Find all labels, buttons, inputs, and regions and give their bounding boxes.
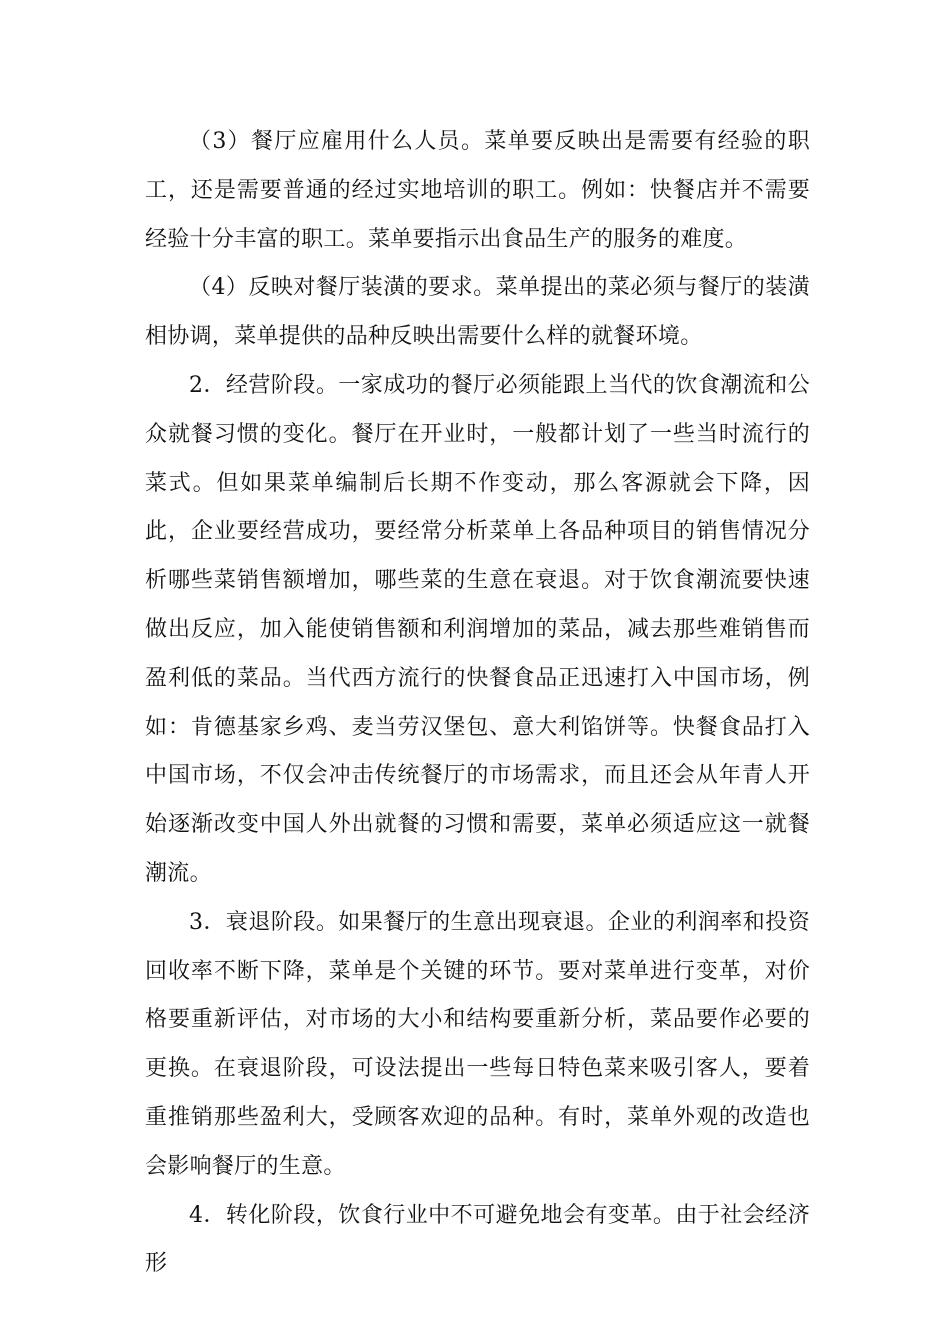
paragraph-staffing: （3）餐厅应雇用什么人员。菜单要反映出是需要有经验的职工，还是需要普通的经过实地培训的职工。例如：快餐店并不需要经验十分丰富的职工。菜单要指示出食品生产的服务的难度。	[145, 129, 810, 252]
paragraph-decoration: （4）反映对餐厅装潢的要求。菜单提出的菜必须与餐厅的装潢相协调，菜单提供的品种反映出需要什么样的就餐环境。	[145, 275, 810, 350]
paragraph-operation-stage: 2．经营阶段。一家成功的餐厅必须能跟上当代的饮食潮流和公众就餐习惯的变化。餐厅在开业时，一般都计划了一些当时流行的菜式。但如果菜单编制后长期不作变动，那么客源就会下降，因此，企业要经营成功，要经常分析菜单上各品种项目的销售情况分析哪些菜销售额增加，哪些菜的生意在衰退。对于饮食潮流要快速做出反应，加入能使销售额和利润增加的菜品，减去那些难销售而盈利低的菜品。当代西方流行的快餐食品正迅速打入中国市场，例如：肯德基家乡鸡、麦当劳汉堡包、意大利馅饼等。快餐食品打入中国市场，不仅会冲击传统餐厅的市场需求，而且还会从年青人开始逐渐改变中国人外出就餐的习惯和需要，菜单必须适应这一就餐潮流。	[145, 372, 810, 886]
paragraph-decline-stage: 3．衰退阶段。如果餐厅的生意出现衰退。企业的利润率和投资回收率不断下降，菜单是个关键的环节。要对菜单进行变革，对价格要重新评估，对市场的大小和结构要重新分析，菜品要作必要的更换。在衰退阶段，可设法提出一些每日特色菜来吸引客人，要着重推销那些盈利大，受顾客欢迎的品种。有时，菜单外观的改造也会影响餐厅的生意。	[145, 909, 810, 1179]
paragraph-transition-stage: 4．转化阶段，饮食行业中不可避免地会有变革。由于社会经济形	[145, 1202, 810, 1277]
body-text	[145, 118, 810, 1289]
